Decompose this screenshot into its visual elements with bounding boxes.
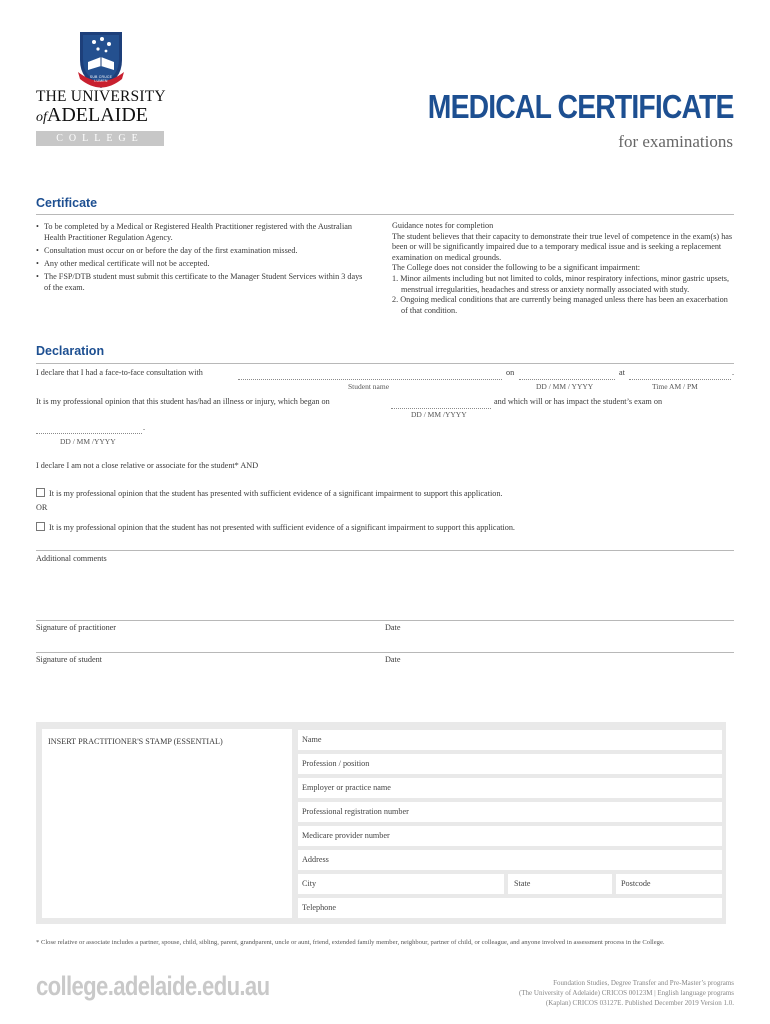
exam-date-field[interactable]: [36, 433, 142, 434]
state-label: State: [514, 879, 531, 888]
consultation-text: I declare that I had a face-to-face consultation with: [36, 368, 203, 377]
sufficient-checkbox[interactable]: [36, 488, 45, 497]
postcode-label: Postcode: [621, 879, 651, 888]
option-sufficient-label: It is my professional opinion that the student has presented with sufficient evidence of a significant impairment to support this application.: [49, 489, 503, 498]
guidance-item: 1. Minor ailments including but not limited to colds, minor respiratory infections, minor gastric upsets, menstrual irregularities, headaches and stress or anxiety normally associated with study.: [392, 273, 730, 294]
footer-info: [519, 978, 734, 1008]
option-insufficient-label: It is my professional opinion that the student has not presented with sufficient evidence of a significant impairment to support this application.: [49, 523, 515, 532]
signature-student-rule: [36, 652, 734, 653]
consultation-time-field[interactable]: [629, 379, 731, 380]
illness-date-caption: DD / MM /YYYY: [411, 410, 467, 419]
stamp-area[interactable]: [42, 729, 292, 918]
impact-text: and which will or has impact the student’s exam on: [494, 397, 663, 406]
comments-rule: [36, 550, 734, 551]
insufficient-checkbox[interactable]: [36, 522, 45, 531]
medicare-label: Medicare provider number: [302, 831, 390, 840]
student-name-caption: Student name: [348, 382, 390, 391]
declaration-heading: Declaration: [36, 344, 105, 358]
bullet-item: • The FSP/DTB student must submit this certificate to the Manager Student Services within 3 days of the exam.: [36, 271, 371, 293]
page-subtitle: for examinations: [618, 132, 733, 151]
date-student-label: Date: [385, 655, 401, 664]
guidance-notes: [392, 221, 734, 316]
page-title: MEDICAL CERTIFICATE: [428, 88, 734, 125]
practitioner-stamp-block: [36, 722, 726, 924]
footer-line: (The University of Adelaide) CRICOS 00123M | English language programs: [518, 989, 734, 997]
consultation-date-field[interactable]: [519, 379, 615, 380]
declaration-rule: [36, 363, 734, 364]
option-insufficient[interactable]: [36, 522, 515, 532]
logo-of: of: [36, 110, 47, 125]
student-name-field[interactable]: [238, 379, 502, 380]
footer-url[interactable]: college.adelaide.edu.au: [36, 971, 270, 1001]
profession-label: Profession / position: [302, 759, 370, 768]
exam-date-caption: DD / MM /YYYY: [60, 437, 116, 446]
crest-banner-text: SUB CRUCE LUMEN: [89, 75, 113, 83]
guidance-paragraph: The College does not consider the following to be a significant impairment:: [392, 263, 641, 273]
on-label: on: [506, 368, 515, 377]
logo-line2: [36, 104, 148, 127]
registration-label: Professional registration number: [302, 807, 409, 816]
relative-declaration: I declare I am not a close relative or associate for the student* AND: [36, 461, 259, 470]
date-practitioner-label: Date: [385, 623, 401, 632]
name-label: Name: [302, 735, 322, 744]
certificate-bullets: [36, 221, 371, 295]
additional-comments-field[interactable]: [36, 566, 734, 618]
telephone-label: Telephone: [302, 903, 336, 912]
illness-start-date-field[interactable]: [391, 408, 491, 409]
address-label: Address: [302, 855, 329, 864]
employer-label: Employer or practice name: [302, 783, 391, 792]
logo-college: COLLEGE: [56, 133, 144, 144]
logo-college-bar: [36, 131, 164, 146]
address-field[interactable]: [298, 850, 722, 870]
signature-practitioner-rule: [36, 620, 734, 621]
at-label: at: [619, 368, 625, 377]
or-label: OR: [36, 503, 48, 512]
additional-comments-label: Additional comments: [36, 554, 107, 563]
city-field[interactable]: [298, 874, 504, 894]
university-logo: [36, 30, 166, 150]
signature-student-label: Signature of student: [36, 655, 102, 664]
signature-practitioner-label: Signature of practitioner: [36, 623, 117, 632]
stamp-label: INSERT PRACTITIONER'S STAMP (ESSENTIAL): [48, 737, 223, 746]
option-sufficient[interactable]: [36, 488, 502, 498]
bullet-item: • To be completed by a Medical or Registered Health Practitioner registered with the Australian Health Practitioner Regulation Agency.: [36, 221, 371, 243]
logo-adelaide: ADELAIDE: [46, 104, 148, 126]
logo-line1: THE UNIVERSITY: [36, 88, 166, 105]
date-caption: DD / MM / YYYY: [536, 382, 594, 391]
line1-period: .: [732, 368, 735, 377]
line3-period: .: [143, 423, 146, 432]
certificate-rule: [36, 214, 734, 215]
name-field[interactable]: [298, 730, 722, 750]
guidance-item: 2. Ongoing medical conditions that are currently being managed unless there has been an exacerbation of that condition.: [392, 295, 728, 315]
opinion-illness-text: It is my professional opinion that this student has/had an illness or injury, which began on: [36, 397, 330, 406]
telephone-field[interactable]: [298, 898, 722, 918]
footer-line: Foundation Studies, Degree Transfer and Pre-Master’s programs: [553, 979, 734, 987]
guidance-paragraph: The student believes that their capacity to demonstrate their true level of competence in the exam(s) has been or will be significantly impaired due to a temporary medical issue and is seeking a replacement examination on medical grounds.: [392, 231, 733, 262]
bullet-item: • Any other medical certificate will not be accepted.: [36, 258, 371, 269]
guidance-title: Guidance notes for completion: [392, 221, 494, 230]
footer-line: (Kaplan) CRICOS 03127E. Published December 2019 Version 1.0.: [545, 999, 734, 1007]
footnote: * Close relative or associate includes a partner, spouse, child, sibling, parent, grandparent, uncle or aunt, friend, extended family member, neighbour, partner of child, or colleague, and anyone involved in assessment process in the College.: [36, 939, 665, 946]
time-caption: Time AM / PM: [652, 382, 698, 391]
bullet-item: • Consultation must occur on or before the day of the first examination missed.: [36, 245, 371, 256]
certificate-heading: Certificate: [36, 196, 98, 210]
city-label: City: [302, 879, 317, 888]
